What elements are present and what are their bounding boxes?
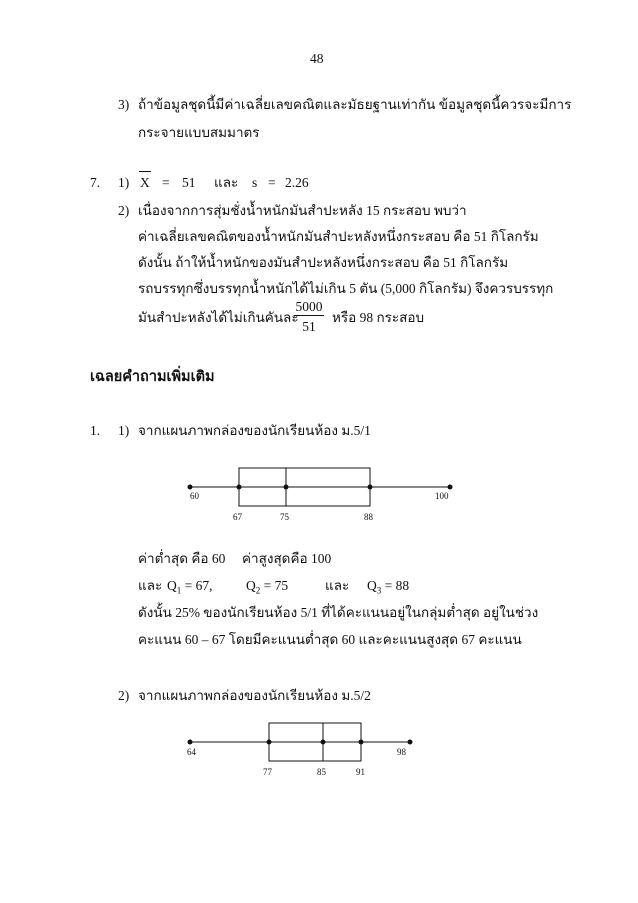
q7-sub2-line2: ค่าเฉลี่ยเลขคณิตของน้ำหนักมันสำปะหลังหนึ่งกระสอบ คือ 51 กิโลกรัม xyxy=(138,229,539,244)
conclusion-line1: ดังนั้น 25% ของนักเรียนห้อง 5/1 ที่ได้คะแนนอยู่ในกลุ่มต่ำสุด อยู่ในช่วง xyxy=(138,605,539,620)
extra1-number: 1. xyxy=(90,423,101,438)
q7-sub2-line1: เนื่องจากการสุ่มชั่งน้ำหนักมันสำปะหลัง 15 กระสอบ พบว่า xyxy=(138,203,467,218)
bp2-q3-label: 91 xyxy=(356,767,365,777)
bp2-max-label: 98 xyxy=(397,747,406,757)
min-text: ค่าต่ำสุด คือ 60 xyxy=(138,551,226,566)
q2-subscript: 2 xyxy=(255,585,261,596)
q7-sd-value: 2.26 xyxy=(285,175,309,190)
q3-value: = 88 xyxy=(384,578,410,593)
q1-value: = 67, xyxy=(184,578,213,593)
bp1-max-point xyxy=(448,485,453,490)
max-text: ค่าสูงสุดคือ 100 xyxy=(242,551,332,566)
bp1-min-point xyxy=(188,485,193,490)
bp1-q3-label: 88 xyxy=(364,512,373,522)
extra1-sub2-number: 2) xyxy=(118,688,130,703)
q7-number: 7. xyxy=(90,175,101,190)
q7-sub2-line5-a: มันสำปะหลังได้ไม่เกินคันละ xyxy=(138,310,299,325)
conclusion-line2: คะแนน 60 – 67 โดยมีคะแนนต่ำสุด 60 และคะแนนสูงสุด 67 คะแนน xyxy=(138,632,522,647)
q7-xbar-symbol xyxy=(140,176,150,190)
bp1-median-point xyxy=(284,485,289,490)
q3-subscript: 3 xyxy=(376,585,382,596)
bp2-median-point xyxy=(321,740,326,745)
bp2-q3-point xyxy=(359,740,364,745)
q7-s-symbol: s xyxy=(252,175,258,190)
item3-line1: ถ้าข้อมูลชุดนี้มีค่าเฉลี่ยเลขคณิตและมัธยฐานเท่ากัน ข้อมูลชุดนี้ควรจะมีการ xyxy=(138,97,572,112)
section-title: เฉลยคำถามเพิ่มเติม xyxy=(90,369,215,385)
q3-symbol: Q xyxy=(367,578,377,593)
q1-subscript: 1 xyxy=(176,585,182,596)
bp1-max-label: 100 xyxy=(435,491,449,501)
q7-sub2-number: 2) xyxy=(118,203,130,218)
bp2-median-label: 85 xyxy=(317,767,326,777)
bp1-min-label: 60 xyxy=(190,491,199,501)
q1-expression xyxy=(167,579,213,596)
bp1-q1-label: 67 xyxy=(233,512,242,522)
page-number: 48 xyxy=(310,51,324,66)
extra1-sub2-title: จากแผนภาพกล่องของนักเรียนห้อง ม.5/2 xyxy=(138,688,371,703)
bp1-q3-point xyxy=(368,485,373,490)
quartile-and2: และ xyxy=(325,578,350,593)
bp1-q1-point xyxy=(237,485,242,490)
q7-eq2: = xyxy=(268,175,276,190)
item3-line2: กระจายแบบสมมาตร xyxy=(138,125,260,140)
bp2-q1-label: 77 xyxy=(263,767,272,777)
q7-eq1: = xyxy=(162,175,170,190)
bp2-max-point xyxy=(408,740,413,745)
quartile-and1: และ xyxy=(138,578,163,593)
extra1-sub1-title: จากแผนภาพกล่องของนักเรียนห้อง ม.5/1 xyxy=(138,423,371,438)
q7-and: และ xyxy=(214,175,239,190)
item3-number: 3) xyxy=(118,97,130,112)
bp2-min-label: 64 xyxy=(187,747,196,757)
q1-symbol: Q xyxy=(167,578,177,593)
q2-value: = 75 xyxy=(263,578,289,593)
boxplot-5-2 xyxy=(170,718,470,784)
q7-sub2-line3: ดังนั้น ถ้าให้น้ำหนักของมันสำปะหลังหนึ่งกระสอบ คือ 51 กิโลกรัม xyxy=(138,255,509,270)
xbar-text: X xyxy=(140,175,150,190)
fraction-numerator: 5000 xyxy=(295,299,323,314)
q3-expression xyxy=(367,579,409,596)
bp2-q1-point xyxy=(267,740,272,745)
fraction-bar xyxy=(294,315,324,316)
q7-sub2-line4: รถบรรทุกซึ่งบรรทุกน้ำหนักได้ไม่เกิน 5 ตัน (5,000 กิโลกรัม) จึงควรบรรทุก xyxy=(138,281,554,296)
q2-symbol: Q xyxy=(246,578,256,593)
fraction-denominator: 51 xyxy=(302,319,316,334)
q7-mean-value: 51 xyxy=(182,175,196,190)
bp2-min-point xyxy=(188,740,193,745)
q7-sub2-line5-b: หรือ 98 กระสอบ xyxy=(332,310,425,325)
bp1-median-label: 75 xyxy=(280,512,289,522)
q7-sub1-number: 1) xyxy=(118,175,130,190)
extra1-sub1-number: 1) xyxy=(118,423,130,438)
q2-expression xyxy=(246,579,288,596)
boxplot-5-1 xyxy=(170,460,470,526)
